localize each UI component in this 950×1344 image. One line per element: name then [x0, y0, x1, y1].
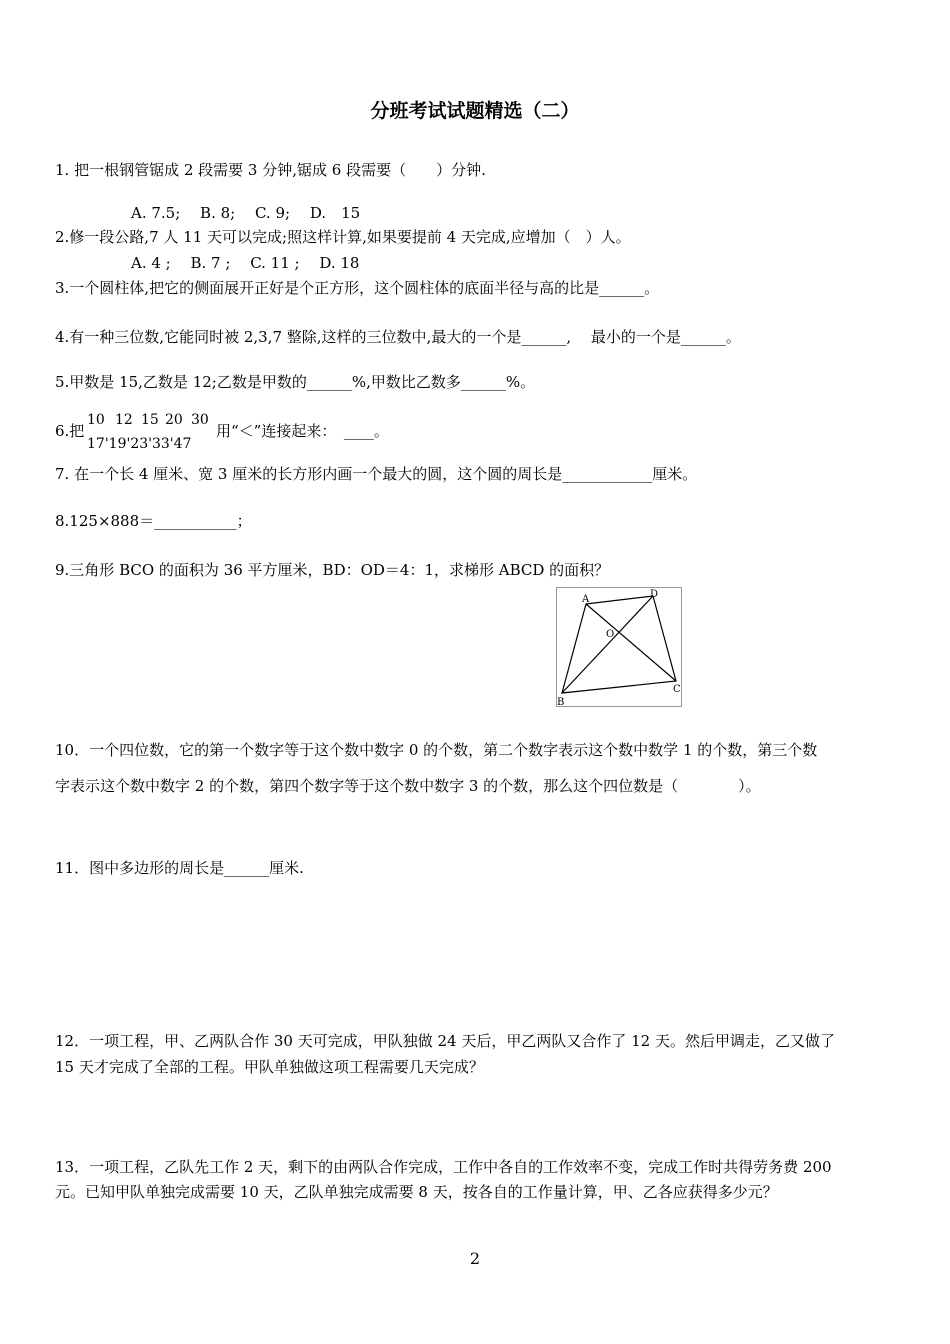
- question-6-suffix: 用“＜”连接起来： ____。: [216, 422, 389, 440]
- fraction-numerator: 12: [115, 412, 133, 428]
- question-7: 7. 在一个长 4 厘米、宽 3 厘米的长方形内画一个最大的圆，这个圆的周长是____________厘米。: [55, 465, 698, 483]
- label-d: D: [650, 589, 659, 600]
- fraction-numerator: 15: [141, 412, 159, 428]
- fraction-numerator: 30: [191, 412, 209, 428]
- page-title: 分班考试试题精选（二）: [370, 100, 580, 122]
- question-6-fractions: [87, 413, 217, 453]
- question-9: 9.三角形 BCO 的面积为 36 平方厘米，BD：OD＝4：1，求梯形 ABCD 的面积？: [55, 561, 610, 579]
- trapezoid-outline: [562, 596, 676, 693]
- question-4: 4.有一种三位数,它能同时被 2,3,7 整除,这样的三位数中,最大的一个是______, 最小的一个是______。: [55, 328, 741, 346]
- fraction-denominators: 17'19'23'33'47: [87, 436, 192, 452]
- question-12-line-1: 12．一项工程，甲、乙两队合作 30 天可完成，甲队独做 24 天后，甲乙两队又合作了 12 天。然后甲调走，乙又做了: [55, 1032, 835, 1050]
- label-a: A: [582, 594, 590, 605]
- trapezoid-figure: [556, 587, 682, 707]
- question-10-line-1: 10．一个四位数，它的第一个数字等于这个数中数字 0 的个数，第二个数字表示这个数中数学 1 的个数，第三个数: [55, 741, 818, 759]
- label-b: B: [557, 697, 565, 707]
- question-2: 2.修一段公路,7 人 11 天可以完成;照这样计算,如果要提前 4 天完成,应增加（ ）人。: [55, 228, 631, 246]
- question-5: 5.甲数是 15,乙数是 12;乙数是甲数的______%,甲数比乙数多______%。: [55, 373, 536, 391]
- page-number: 2: [469, 1249, 481, 1268]
- fraction-numerator: 10: [87, 412, 105, 428]
- question-1: 1. 把一根钢管锯成 2 段需要 3 分钟,锯成 6 段需要（ ）分钟.: [55, 161, 486, 179]
- question-13-line-1: 13．一项工程，乙队先工作 2 天，剩下的由两队合作完成，工作中各自的工作效率不变，完成工作时共得劳务费 200: [55, 1158, 832, 1176]
- diagonal-ac: [586, 604, 676, 681]
- figure-frame: [557, 588, 682, 707]
- question-6-prefix: 6.把: [55, 422, 85, 440]
- question-12-line-2: 15 天才完成了全部的工程。甲队单独做这项工程需要几天完成？: [55, 1058, 484, 1076]
- question-10-line-2: 字表示这个数中数字 2 的个数，第四个数字等于这个数中数字 3 的个数，那么这个四位数是（ ）。: [55, 777, 761, 795]
- question-13-line-2: 元。已知甲队单独完成需要 10 天，乙队单独完成需要 8 天，按各自的工作量计算，甲、乙各应获得多少元？: [55, 1183, 778, 1201]
- label-o: O: [606, 629, 615, 640]
- question-1-options: A. 7.5; B. 8; C. 9; D. 15: [131, 204, 361, 222]
- question-3: 3.一个圆柱体,把它的侧面展开正好是个正方形，这个圆柱体的底面半径与高的比是______。: [55, 279, 660, 297]
- question-8: 8.125×888＝___________；: [55, 512, 252, 530]
- question-11: 11．图中多边形的周长是______厘米.: [55, 859, 304, 877]
- fraction-numerator: 20: [165, 412, 183, 428]
- label-c: C: [673, 684, 681, 695]
- question-2-options: A. 4 ; B. 7 ; C. 11 ; D. 18: [131, 254, 360, 272]
